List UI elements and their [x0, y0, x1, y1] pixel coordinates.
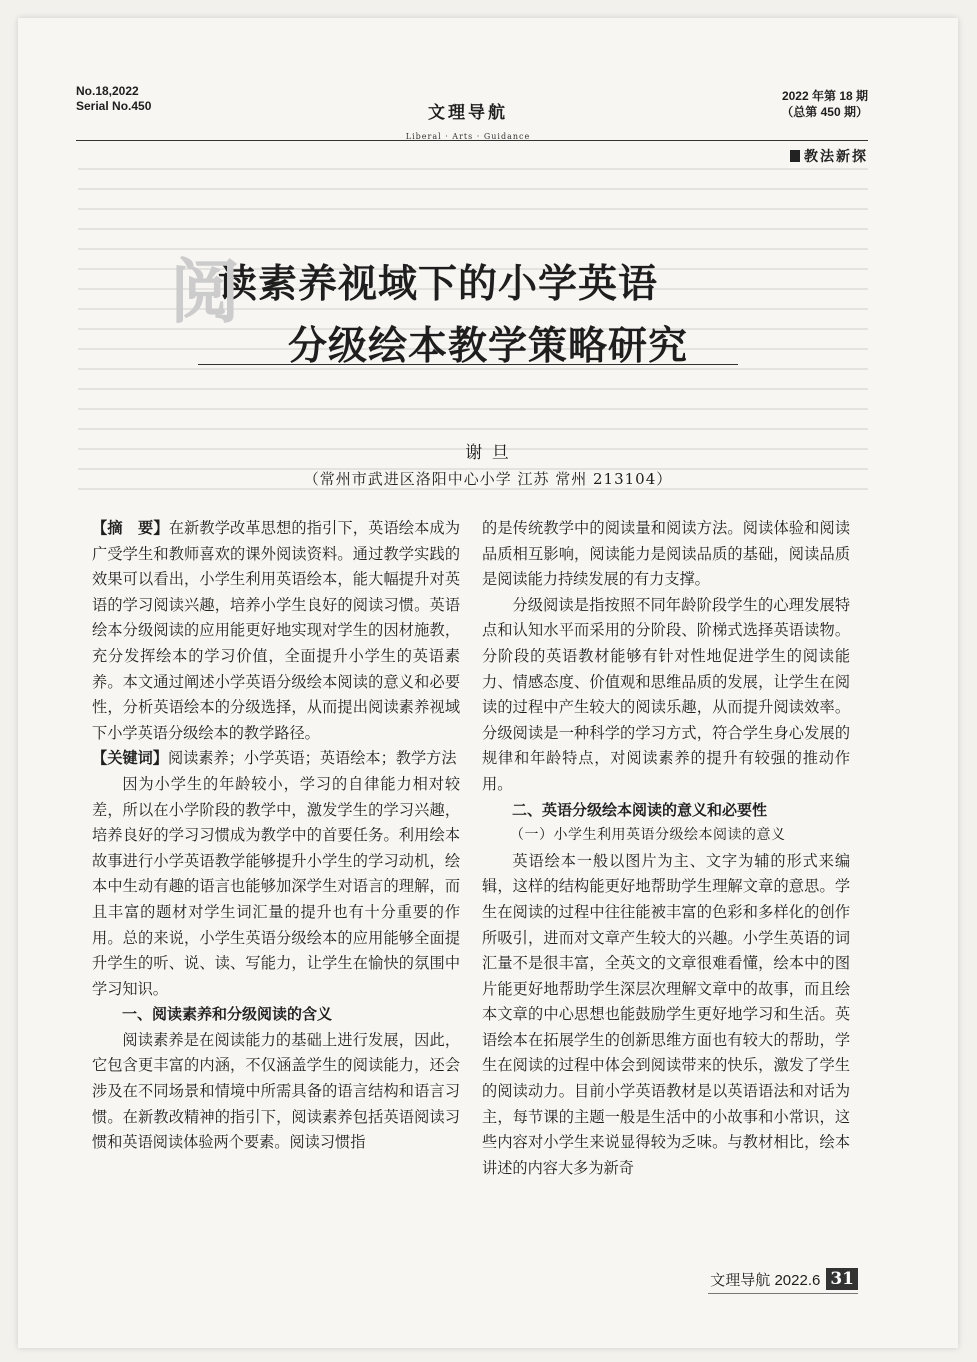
abstract-label: 【摘 要】 [92, 519, 169, 537]
abstract-text: 在新教学改革思想的指引下，英语绘本成为广受学生和教师喜欢的课外阅读资料。通过教学实践的效果可以看出，小学生利用英语绘本，能大幅提升对英语的学习阅读兴趣，培养小学生良好的阅读习惯。英语绘本分级阅读的应用能更好地实现对学生的因材施教，充分发挥绘本的学习价值，全面提升小学生的英语素养。本文通过阐述小学英语分级绘本阅读的意义和必要性，分析英语绘本的分级选择，从而提出阅读素养视域下小学英语分级绘本的教学路径。 [92, 519, 461, 742]
subsection-heading: （一）小学生利用英语分级绘本阅读的意义 [510, 827, 786, 844]
section-marker-icon [790, 150, 800, 162]
serial-cn: （总第 450 期） [781, 105, 868, 119]
issue-info-cn [781, 88, 868, 120]
paragraph: 英语绘本一般以图片为主、文字为辅的形式来编辑，这样的结构能更好地帮助学生理解文章的意思。学生在阅读的过程中往往能被丰富的色彩和多样化的创作所吸引，进而对文章产生较大的兴趣。小学生英语的词汇量不是很丰富，全英文的文章很难看懂，绘本中的图片能更好地帮助学生深层次理解文章中的故事，而且绘本文章的中心思想也能鼓励学生更好地学习和生活。英语绘本在拓展学生的创新思维方面也有较大的帮助，学生在阅读的过程中体会到阅读带来的快乐，激发了学生的阅读动力。目前小学英语教材是以英语语法和对话为主，每节课的主题一般是生活中的小故事和小常识，这些内容对小学生来说显得较为乏味。与教材相比，绘本讲述的内容大多为新奇 [482, 851, 850, 1177]
left-column [92, 516, 460, 1156]
section-heading-1: 一、阅读素养和分级阅读的含义 [122, 1006, 333, 1024]
intro-paragraph: 因为小学生的年龄较小，学习的自律能力相对较差，所以在小学阶段的教学中，激发学生的学习兴趣，培养良好的学习习惯成为教学中的首要任务。利用绘本故事进行小学英语教学能够提升小学生的学习动机，绘本中生动有趣的语言也能够加深学生对语言的理解，而且丰富的题材对学生词汇量的提升也有十分重要的作用。总的来说，小学生英语分级绘本的应用能够全面提升学生的听、说、读、写能力，让学生在愉快的氛围中学习知识。 [92, 774, 460, 998]
abstract [92, 516, 460, 746]
article-title [170, 250, 738, 377]
issue-info [76, 84, 151, 114]
paragraph: 分级阅读是指按照不同年龄阶段学生的心理发展特点和认知水平而采用的分阶段、阶梯式选择英语读物。分阶段的英语教材能够有针对性地促进学生的阅读能力、情感态度、价值观和思维品质的发展，让学生在阅读的过程中产生较大的阅读乐趣，从而提升阅读效率。分级阅读是一种科学的学习方式，符合学生身心发展的规律和年龄特点，对阅读素养的提升有较强的推动作用。 [482, 595, 850, 793]
journal-name-en: Liberal · Arts · Guidance [405, 132, 531, 141]
footer-journal-date: 文理导航 2022.6 [710, 1271, 821, 1289]
keywords [92, 746, 460, 772]
footer-divider [708, 1293, 858, 1294]
section-tag [790, 146, 868, 166]
page-footer [710, 1268, 858, 1290]
page-number: 31 [826, 1268, 858, 1290]
author-name: 谢 旦 [465, 443, 511, 463]
paragraph: 的是传统教学中的阅读量和阅读方法。阅读体验和阅读品质相互影响，阅读能力是阅读品质的基础，阅读品质是阅读能力持续发展的有力支撑。 [482, 519, 850, 589]
keywords-text: 阅读素养；小学英语；英语绘本；教学方法 [167, 749, 457, 768]
section-label: 教法新探 [804, 149, 868, 165]
paragraph: 阅读素养是在阅读能力的基础上进行发展，因此，它包含更丰富的内涵，不仅涵盖学生的阅读能力，还会涉及在不同场景和情境中所需具备的语言结构和语言习惯。在新教改精神的指引下，阅读素养包括英语阅读习惯和英语阅读体验两个要素。阅读习惯指 [92, 1030, 460, 1152]
header-divider [76, 140, 868, 141]
author-affiliation: （常州市武进区洛阳中心小学 江苏 常州 213104） [303, 470, 673, 488]
serial-number: Serial No.450 [76, 99, 152, 113]
right-column [482, 516, 850, 1181]
issue-cn: 2022 年第 18 期 [781, 89, 868, 103]
title-underline [198, 364, 738, 365]
section-heading-2: 二、英语分级绘本阅读的意义和必要性 [512, 801, 768, 819]
issue-number: No.18,2022 [76, 84, 139, 98]
journal-name: 文理导航 [428, 103, 508, 123]
keywords-label: 【关键词】 [92, 749, 168, 768]
page [18, 18, 958, 1348]
title-line-1: 读素养视域下的小学英语 [218, 261, 659, 307]
title-line-2: 分级绘本教学策略研究 [288, 323, 689, 369]
title-dropcap: 阅 [170, 250, 240, 333]
